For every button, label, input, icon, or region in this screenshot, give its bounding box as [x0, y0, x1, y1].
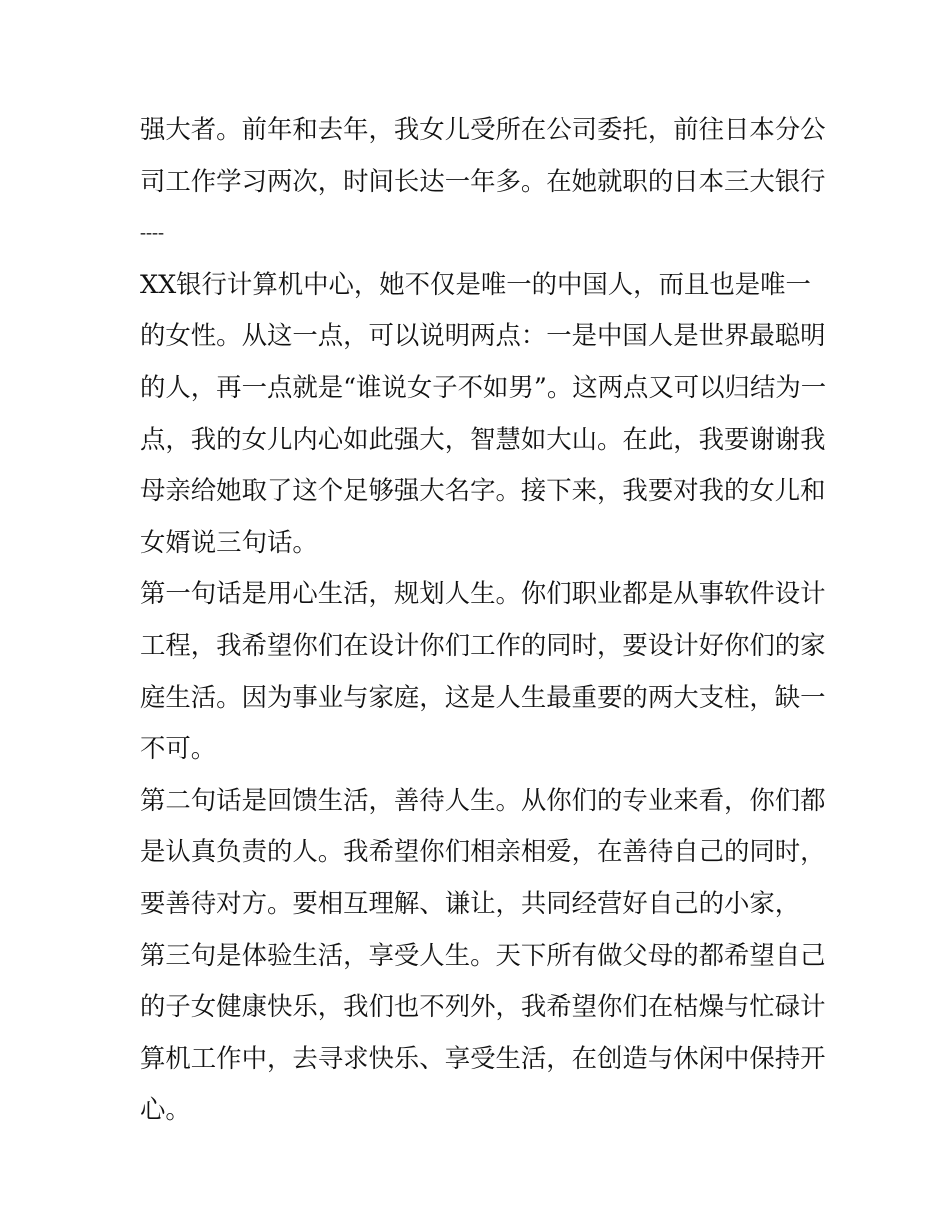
text-line: 不可。: [140, 733, 217, 764]
text-line: 母亲给她取了这个足够强大名字。接下来，我要对我的女儿和: [140, 475, 826, 506]
text-line: 强大者。前年和去年，我女儿受所在公司委托，前往日本分公: [140, 114, 826, 144]
text-line: 算机工作中，去寻求快乐、享受生活，在创造与休闲中保持开: [140, 1042, 826, 1073]
text-line: 第二句话是回馈生活，善待人生。从你们的专业来看，你们都: [140, 784, 826, 815]
text-line: XX银行计算机中心，她不仅是唯一的中国人，而且也是唯一: [140, 268, 811, 299]
text-line: 点，我的女儿内心如此强大，智慧如大山。在此，我要谢谢我: [140, 423, 826, 454]
text-line: 心。: [140, 1094, 191, 1125]
text-line: 司工作学习两次，时间长达一年多。在她就职的日本三大银行: [140, 165, 826, 196]
text-line: 的子女健康快乐，我们也不列外，我希望你们在枯燥与忙碌计: [140, 991, 826, 1022]
text-line: 女婿说三句话。: [140, 526, 318, 557]
body-text: [140, 104, 827, 1136]
text-line: 第三句是体验生活，享受人生。天下所有做父母的都希望自己: [140, 939, 826, 970]
text-line: 是认真负责的人。我希望你们相亲相爱，在善待自己的同时，: [140, 836, 826, 867]
text-line: 的人，再一点就是“谁说女子不如男”。这两点又可以归结为一: [140, 371, 827, 402]
text-line: 第一句话是用心生活，规划人生。你们职业都是从事软件设计: [140, 578, 826, 609]
text-line: 要善待对方。要相互理解、谦让，共同经营好自己的小家，: [140, 887, 801, 918]
text-line: 庭生活。因为事业与家庭，这是人生最重要的两大支柱，缺一: [140, 681, 826, 712]
text-line: 的女性。从这一点，可以说明两点：一是中国人是世界最聪明: [140, 320, 826, 351]
text-line: ----: [140, 222, 164, 243]
text-line: 工程，我希望你们在设计你们工作的同时，要设计好你们的家: [140, 629, 826, 660]
